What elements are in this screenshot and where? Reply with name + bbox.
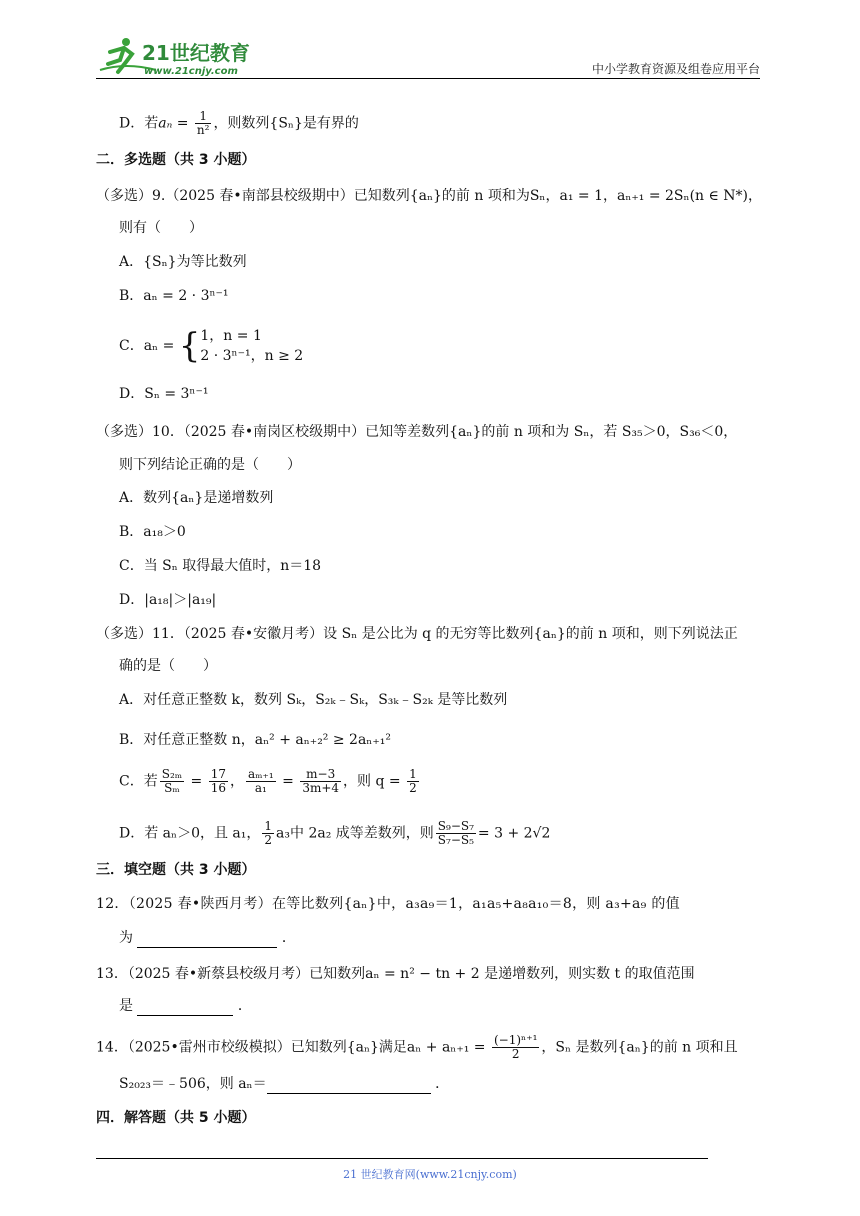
q10-stem-cont: 则下列结论正确的是（ ） bbox=[119, 457, 301, 473]
q11-option-c: C．若 $\frac{\text{S₂ₘ}}{\text{Sₘ}}$ = $\frac{17}{16}$ ， $\frac{\text{aₘ₊₁}}{\text{a₁}}$ = $\frac{m-3}{3m+4}$ ，则 q = $\frac{1}{2}$ bbox=[119, 767, 417, 795]
answer-blank[interactable] bbox=[137, 1001, 233, 1016]
fraction: $\frac{17}{16}$ bbox=[210, 767, 227, 795]
fraction: $\frac{1}{2}$ bbox=[409, 767, 417, 795]
q9-stem-cont: 则有（ ） bbox=[119, 220, 203, 236]
q9-option-b: B．aₙ = 2 · 3ⁿ⁻¹ bbox=[119, 288, 229, 304]
q10-option-c: C．当 Sₙ 取得最大值时，n＝18 bbox=[119, 558, 322, 574]
q13-stem-cont: 是 ． bbox=[119, 998, 252, 1014]
q12-stem: 12．（2025 春•陕西月考）在等比数列{aₙ}中，a₃a₉＝1，a₁a₅+a₈a₁₀＝8，则 a₃+a₉ 的值 bbox=[96, 896, 680, 912]
fraction: $\frac{m-3}{3m+4}$ bbox=[302, 767, 340, 795]
section-heading-solution: 四．解答题（共 5 小题） bbox=[96, 1110, 256, 1126]
answer-blank[interactable] bbox=[267, 1079, 431, 1094]
q9-option-a: A．{Sₙ}为等比数列 bbox=[119, 254, 247, 270]
answer-blank[interactable] bbox=[137, 933, 277, 948]
fraction: $\frac{1}{2}$ bbox=[264, 819, 273, 847]
q9-stem: （多选）9.（2025 春•南部县校级期中）已知数列{aₙ}的前 n 项和为Sₙ，a₁ = 1，aₙ₊₁ = 2Sₙ(n ∈ N*)， bbox=[96, 188, 763, 204]
q11-stem: （多选）11．（2025 春•安徽月考）设 Sₙ 是公比为 q 的无穷等比数列{aₙ}的前 n 项和，则下列说法正 bbox=[96, 626, 738, 642]
section-heading-fill-in: 三．填空题（共 3 小题） bbox=[96, 862, 256, 878]
q9-option-d: D．Sₙ = 3ⁿ⁻¹ bbox=[119, 386, 209, 402]
logo-wordmark: 21世纪教育 bbox=[142, 41, 250, 65]
q13-stem: 13．（2025 春•新蔡县校级月考）已知数列aₙ = n² − tn + 2 是递增数列，则实数 t 的取值范围 bbox=[96, 966, 695, 982]
fraction: $\frac{1}{\text{n²}}$ bbox=[196, 109, 210, 137]
q10-option-b: B．a₁₈＞0 bbox=[119, 524, 186, 540]
q10-stem: （多选）10．（2025 春•南岗区校级期中）已知等差数列{aₙ}的前 n 项和为 Sₙ，若 S₃₅＞0，S₃₆＜0， bbox=[96, 424, 738, 440]
q11-option-b: B．对任意正整数 n，aₙ² + aₙ₊₂² ≥ 2aₙ₊₁² bbox=[119, 732, 391, 748]
q11-option-d: D．若 aₙ＞0，且 a₁， $\frac{1}{2}$ a₃中 2a₂ 成等差数列，则 $\frac{\text{S₉−S₇}}{\text{S₇−S₅}}$ = 3 + 2√2 bbox=[119, 819, 551, 847]
fraction: $\frac{\text{aₘ₊₁}}{\text{a₁}}$ bbox=[248, 767, 274, 795]
section-heading-multiple-choice: 二．多选题（共 3 小题） bbox=[96, 152, 256, 168]
q11-option-a: A．对任意正整数 k，数列 Sₖ，S₂ₖ﹣Sₖ，S₃ₖ﹣S₂ₖ 是等比数列 bbox=[119, 692, 508, 708]
q10-option-d: D．|a₁₈|＞|a₁₉| bbox=[119, 592, 217, 608]
platform-name: 中小学教育资源及组卷应用平台 bbox=[591, 62, 760, 76]
logo-21cnjy bbox=[96, 36, 266, 78]
brace-symbol: { bbox=[178, 326, 201, 366]
q14-stem: 14．（2025•雷州市校级模拟）已知数列{aₙ}满足aₙ + aₙ₊₁ = $\frac{\text{(−1)ⁿ⁺¹}}{2}$ ，Sₙ 是数列{aₙ}的前 n 项和且 bbox=[96, 1033, 738, 1061]
fraction: $\frac{\text{(−1)ⁿ⁺¹}}{2}$ bbox=[494, 1033, 538, 1061]
q14-stem-cont: S₂₀₂₃＝﹣506，则 aₙ＝ ． bbox=[119, 1076, 450, 1092]
logo-url: www.21cnjy.com bbox=[144, 66, 238, 77]
q10-option-a: A．数列{aₙ}是递增数列 bbox=[119, 490, 274, 506]
page-header bbox=[96, 32, 760, 80]
footer-rule bbox=[96, 1158, 708, 1159]
footer-source: 21 世纪教育网(www.21cnjy.com) bbox=[343, 1168, 517, 1181]
fraction: $\frac{\text{S₂ₘ}}{\text{Sₘ}}$ bbox=[161, 767, 183, 795]
q8-option-d: D．若aₙ = $\frac{1}{\text{n²}}$ ，则数列{Sₙ}是有界的 bbox=[119, 109, 359, 137]
q11-stem-cont: 确的是（ ） bbox=[119, 658, 217, 674]
header-rule bbox=[96, 78, 760, 79]
q12-stem-cont: 为 ． bbox=[119, 930, 296, 946]
q9-option-c: C．aₙ = { 1，n = 1 2 · 3ⁿ⁻¹，n ≥ 2 bbox=[119, 326, 304, 366]
fraction: $\frac{\text{S₉−S₇}}{\text{S₇−S₅}}$ bbox=[437, 819, 474, 847]
